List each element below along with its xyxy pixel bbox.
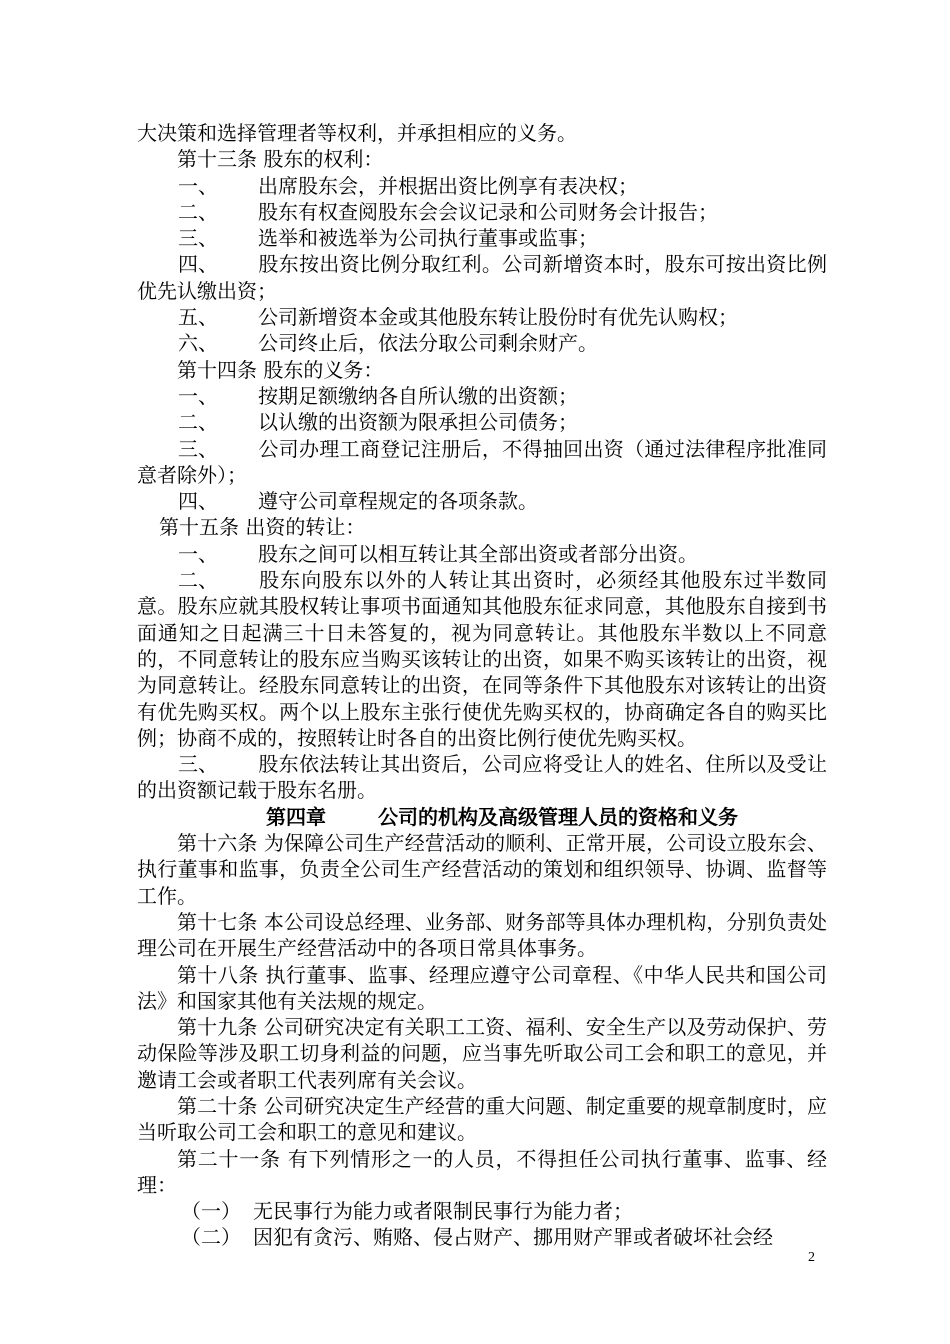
article-19: 第十九条 公司研究决定有关职工工资、福利、安全生产以及劳动保护、劳动保险等涉及职工切身利益的问题，应当事先听取公司工会和职工的意见，并邀请工会或者职工代表列席有关会议。 [137,1015,827,1092]
article-15-item-1: 一、 股东之间可以相互转让其全部出资或者部分出资。 [178,541,698,566]
article-14-item-3: 三、 公司办理工商登记注册后，不得抽回出资（通过法律程序批准同意者除外）； [137,436,827,487]
article-15-heading: 第十五条 出资的转让： [159,515,366,540]
article-15-item-3: 三、 股东依法转让其出资后，公司应将受让人的姓名、住所以及受让的出资额记载于股东名册。 [137,752,827,803]
article-14-item-2: 二、 以认缴的出资额为限承担公司债务； [178,410,578,435]
page-number: 2 [808,1250,815,1265]
chapter-number: 第四章 [266,804,326,829]
chapter-4-heading [137,804,827,830]
article-16: 第十六条 为保障公司生产经营活动的顺利、正常开展，公司设立股东会、执行董事和监事，负责全公司生产经营活动的策划和组织领导、协调、监督等工作。 [137,831,827,908]
article-20: 第二十条 公司研究决定生产经营的重大问题、制定重要的规章制度时，应当听取公司工会和职工的意见和建议。 [137,1093,827,1145]
article-13-item-1: 一、 出席股东会，并根据出资比例享有表决权； [178,173,638,198]
article-13-item-2: 二、 股东有权查阅股东会会议记录和公司财务会计报告； [178,199,718,224]
article-14-item-4: 四、 遵守公司章程规定的各项条款。 [178,489,538,514]
article-21-heading: 第二十一条 有下列情形之一的人员，不得担任公司执行董事、监事、经理： [137,1146,827,1197]
article-13-item-3: 三、 选举和被选举为公司执行董事或监事； [178,226,598,251]
article-21-item-2: （二） 因犯有贪污、贿赂、侵占财产、挪用财产罪或者破坏社会经 [181,1225,773,1250]
article-13-item-5: 五、 公司新增资本金或其他股东转让股份时有优先认购权； [178,305,738,330]
article-13-item-6: 六、 公司终止后，依法分取公司剩余财产。 [178,331,598,356]
article-18: 第十八条 执行董事、监事、经理应遵守公司章程、《中华人民共和国公司法》和国家其他有关法规的规定。 [137,962,827,1013]
continuation-paragraph: 大决策和选择管理者等权利，并承担相应的义务。 [137,121,577,145]
article-13-heading: 第十三条 股东的权利： [177,147,384,172]
body-text [137,120,827,1251]
article-14-heading: 第十四条 股东的义务： [177,357,384,382]
article-21-item-1: （一） 无民事行为能力或者限制民事行为能力者； [181,1199,633,1224]
article-14-item-1: 一、 按期足额缴纳各自所认缴的出资额； [178,383,578,408]
chapter-title: 公司的机构及高级管理人员的资格和义务 [378,804,738,829]
article-15-item-2: 二、 股东向股东以外的人转让其出资时，必须经其他股东过半数同意。股东应就其股权转让事项书面通知其他股东征求同意，其他股东自接到书面通知之日起满三十日未答复的，视为同意转让。其他股东半数以上不同意的，不同意转让的股东应当购买该转让的出资，如果不购买该转让的出资，视为同意转让。经股东同意转让的出资，在同等条件下其他股东对该转让的出资有优先购买权。两个以上股东主张行使优先购买权的，协商确定各自的购买比例；协商不成的，按照转让时各自的出资比例行使优先购买权。 [137,568,827,750]
article-13-item-4: 四、 股东按出资比例分取红利。公司新增资本时，股东可按出资比例优先认缴出资； [137,252,827,303]
article-17: 第十七条 本公司设总经理、业务部、财务部等具体办理机构，分别负责处理公司在开展生产经营活动中的各项日常具体事务。 [137,909,827,961]
